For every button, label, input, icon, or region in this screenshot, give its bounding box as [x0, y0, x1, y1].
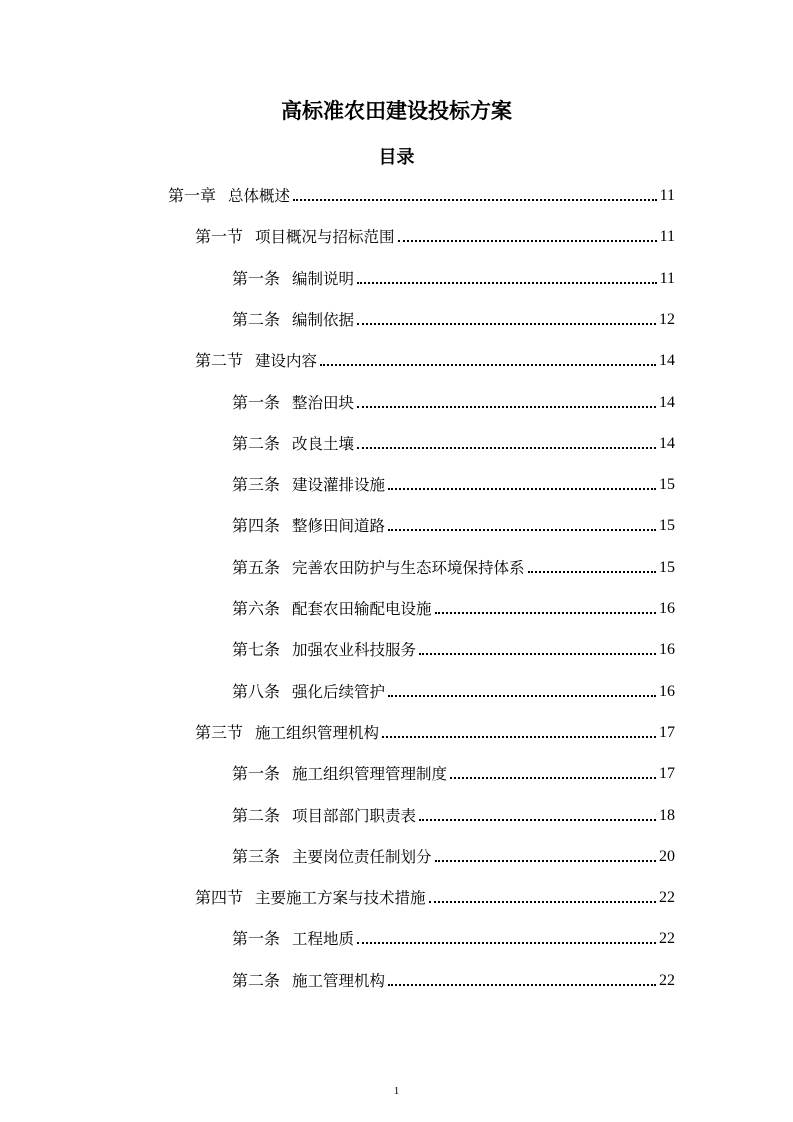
toc-entry-title: 强化后续管护	[292, 683, 386, 701]
toc-entry-page: 22	[659, 972, 675, 989]
toc-entry-number: 第二条	[232, 971, 281, 990]
toc-entry[interactable]	[195, 720, 675, 744]
toc-entry-number: 第六条	[232, 599, 281, 618]
toc-entry-page: 22	[659, 889, 675, 906]
page-number: 1	[393, 1085, 400, 1097]
toc-entry[interactable]	[195, 348, 675, 372]
toc-entry-title: 施工组织管理管理制度	[292, 765, 448, 783]
toc-dot-leader	[357, 447, 656, 449]
toc-entry[interactable]	[168, 183, 675, 207]
toc-dot-leader	[357, 323, 656, 325]
toc-entry-page: 11	[659, 270, 675, 287]
toc-entry-number: 第一节	[195, 227, 244, 246]
toc-entry-page: 14	[659, 394, 675, 411]
toc-entry-title: 工程地质	[292, 930, 355, 948]
toc-entry[interactable]	[195, 885, 675, 909]
toc-entry[interactable]	[232, 637, 675, 661]
toc-dot-leader	[388, 529, 656, 531]
toc-entry-title: 改良土壤	[292, 435, 355, 453]
toc-entry[interactable]	[232, 472, 675, 496]
toc-entry-title: 编制说明	[292, 270, 355, 288]
toc-entry-number: 第一条	[232, 764, 281, 783]
toc-dot-leader	[320, 364, 656, 366]
toc-dot-leader	[419, 653, 656, 655]
toc-entry-number: 第三条	[232, 475, 281, 494]
toc-entry-title: 施工管理机构	[292, 972, 386, 990]
toc-entry-title: 整治田块	[292, 394, 355, 412]
toc-entry-number: 第四条	[232, 516, 281, 535]
toc-entry[interactable]	[232, 266, 675, 290]
toc-entry-page: 14	[659, 352, 675, 369]
toc-entry[interactable]	[232, 844, 675, 868]
toc-entry-title: 建设内容	[255, 352, 318, 370]
toc-dot-leader	[435, 860, 656, 862]
toc-entry[interactable]	[232, 679, 675, 703]
toc-entry[interactable]	[232, 431, 675, 455]
toc-entry[interactable]	[232, 390, 675, 414]
toc-entry[interactable]	[195, 224, 675, 248]
document-title: 高标准农田建设投标方案	[281, 99, 512, 123]
toc-entry-page: 15	[659, 476, 675, 493]
toc-entry-page: 17	[659, 724, 675, 741]
toc-entry-page: 15	[659, 559, 675, 576]
toc-entry-number: 第八条	[232, 682, 281, 701]
toc-entry-title: 建设灌排设施	[292, 476, 386, 494]
toc-entry-number: 第一条	[232, 393, 281, 412]
toc-entry-page: 18	[659, 807, 675, 824]
toc-entry-page: 14	[659, 435, 675, 452]
toc-heading: 目录	[378, 147, 415, 168]
toc-entry-title: 配套农田输配电设施	[292, 600, 432, 618]
toc-entry-page: 11	[659, 187, 675, 204]
toc-entry-number: 第二节	[195, 351, 244, 370]
toc-entry[interactable]	[232, 596, 675, 620]
toc-entry[interactable]	[232, 513, 675, 537]
toc-entry-number: 第一条	[232, 269, 281, 288]
toc-dot-leader	[435, 612, 656, 614]
toc-dot-leader	[419, 819, 656, 821]
toc-entry-number: 第五条	[232, 558, 281, 577]
toc-dot-leader	[357, 406, 656, 408]
toc-dot-leader	[382, 736, 656, 738]
toc-entry-number: 第二条	[232, 310, 281, 329]
toc-dot-leader	[388, 695, 656, 697]
toc-entry-page: 22	[659, 930, 675, 947]
toc-entry[interactable]	[232, 968, 675, 992]
toc-entry-page: 12	[659, 311, 675, 328]
toc-dot-leader	[398, 240, 657, 242]
toc-entry-number: 第二条	[232, 434, 281, 453]
toc-entry-title: 完善农田防护与生态环境保持体系	[292, 559, 525, 577]
toc-entry-page: 16	[659, 600, 675, 617]
toc-dot-leader	[528, 571, 656, 573]
toc-entry-title: 总体概述	[228, 187, 291, 205]
toc-entry-number: 第三节	[195, 723, 244, 742]
toc-entry-page: 11	[659, 228, 675, 245]
toc-dot-leader	[357, 942, 656, 944]
toc-dot-leader	[450, 777, 656, 779]
toc-dot-leader	[388, 984, 656, 986]
toc-entry-title: 加强农业科技服务	[292, 641, 417, 659]
toc-entry-number: 第四节	[195, 888, 244, 907]
toc-entry-page: 15	[659, 517, 675, 534]
toc-dot-leader	[429, 901, 656, 903]
toc-entry-title: 项目部部门职责表	[292, 807, 417, 825]
toc-dot-leader	[357, 282, 657, 284]
toc-entry-number: 第三条	[232, 847, 281, 866]
toc-entry-number: 第一条	[232, 929, 281, 948]
toc-entry-number: 第七条	[232, 640, 281, 659]
toc-entry-page: 17	[659, 765, 675, 782]
toc-entry-title: 编制依据	[292, 311, 355, 329]
toc-entry-page: 16	[659, 641, 675, 658]
toc-entry-page: 20	[659, 848, 675, 865]
toc-entry[interactable]	[232, 926, 675, 950]
toc-entry-title: 主要岗位责任制划分	[292, 848, 432, 866]
toc-entry-title: 主要施工方案与技术措施	[255, 889, 426, 907]
toc-entry-number: 第一章	[168, 186, 217, 205]
toc-dot-leader	[293, 199, 657, 201]
toc-entry[interactable]	[232, 761, 675, 785]
toc-entry-title: 整修田间道路	[292, 517, 386, 535]
toc-entry-page: 16	[659, 683, 675, 700]
toc-entry-number: 第二条	[232, 806, 281, 825]
toc-entry[interactable]	[232, 307, 675, 331]
toc-entry[interactable]	[232, 803, 675, 827]
toc-entry-title: 施工组织管理机构	[255, 724, 380, 742]
toc-dot-leader	[388, 488, 656, 490]
toc-entry[interactable]	[232, 555, 675, 579]
toc-entry-title: 项目概况与招标范围	[255, 228, 395, 246]
